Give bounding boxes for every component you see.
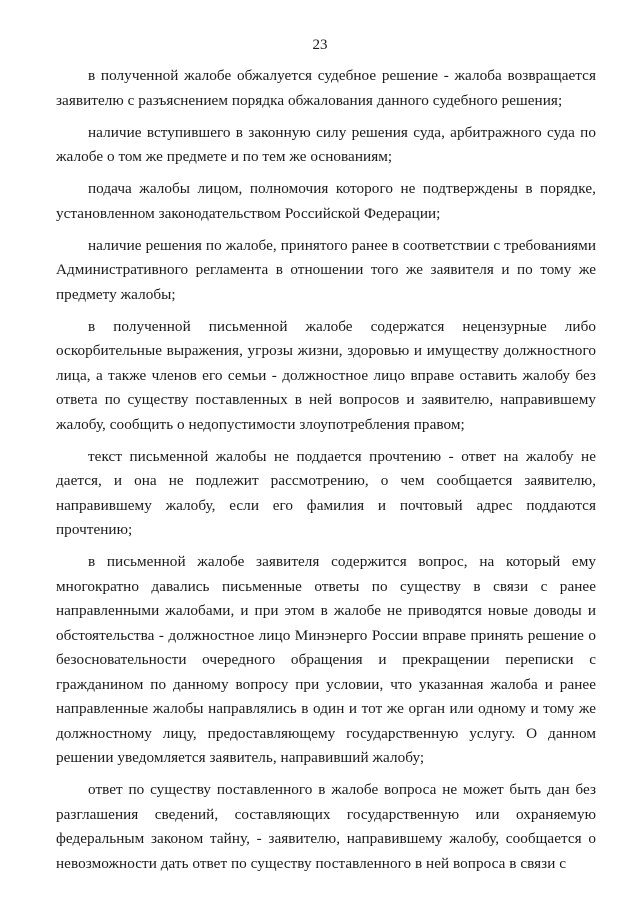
page-number: 23 — [312, 37, 328, 53]
paragraph-repeated-question: в письменной жалобе заявителя содержится вопрос, на который ему многократно давались письменные ответы по существу в связи с ранее направленными жалобами, и при этом в жалобе не приводятся новые доводы и обстоятельства - должностное лицо Минэнерго России вправе принять решение о безосновательности очередного обращения и прекращении переписки с гражданином по данному вопросу при условии, что указанная жалоба и ранее направленные жалобы направлялись в один и тот же орган или одному и тому же должностному лицу, предоставляющему государственную услугу. О данном решении уведомляется заявитель, направивший жалобу; — [56, 553, 596, 766]
paragraph-unconfirmed-authority: подача жалобы лицом, полномочия которого не подтверждены в порядке, установленном законодательством Российской Федерации; — [56, 180, 596, 222]
paragraph-unreadable-text: текст письменной жалобы не поддается прочтению - ответ на жалобу не дается, и она не подлежит рассмотрению, о чем сообщается заявителю, направившему жалобу, если его фамилия и почтовый адрес поддаются прочтению; — [56, 447, 596, 538]
paragraph-classified-information: ответ по существу поставленного в жалобе вопроса не может быть дан без разглашения сведений, составляющих государственную или охраняемую федеральным законом тайну, - заявителю, направившему жалобу, сообщается о невозможности дать ответ по существу поставленного в ней вопроса в связи с — [56, 781, 596, 872]
document-body — [56, 64, 596, 876]
paragraph-existing-court-ruling: наличие вступившего в законную силу решения суда, арбитражного суда по жалобе о том же предмете и по тем же основаниям; — [56, 123, 596, 165]
paragraph-court-decision-appeal: в полученной жалобе обжалуется судебное решение - жалоба возвращается заявителю с разъяснением порядка обжалования данного судебного решения; — [56, 67, 596, 109]
paragraph-prior-decision: наличие решения по жалобе, принятого ранее в соответствии с требованиями Административного регламента в отношении того же заявителя и по тому же предмету жалобы; — [56, 236, 596, 303]
paragraph-offensive-language: в полученной письменной жалобе содержатся нецензурные либо оскорбительные выражения, угрозы жизни, здоровью и имуществу должностного лица, а также членов его семьи - должностное лицо вправе оставить жалобу без ответа по существу поставленных в ней вопросов и заявителю, направившему жалобу, сообщить о недопустимости злоупотребления правом; — [56, 317, 596, 433]
